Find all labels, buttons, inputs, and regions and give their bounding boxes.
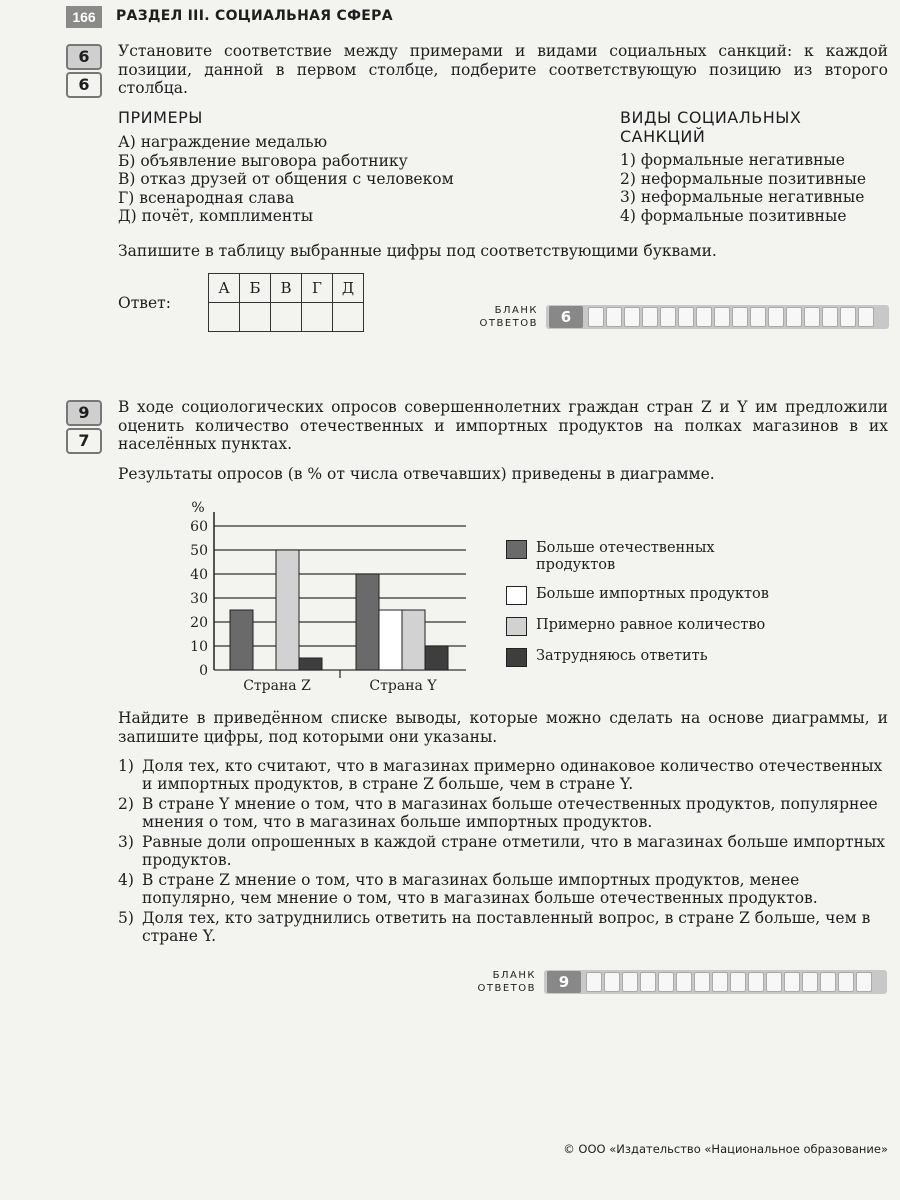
answer-sheet-cell[interactable] bbox=[786, 307, 802, 327]
answer-sheet-cell[interactable] bbox=[660, 307, 676, 327]
sanction-types-heading-line2: САНКЦИЙ bbox=[620, 127, 706, 146]
legend-item-imported bbox=[506, 586, 806, 605]
page-header bbox=[0, 0, 900, 32]
survey-bar-chart bbox=[176, 496, 486, 696]
chart-legend bbox=[506, 540, 806, 679]
conclusion-text: В стране Z мнение о том, что в магазинах больше импортных продуктов, менее популярно, чем мнение о том, что в магазинах больше отечественных продуктов. bbox=[142, 871, 818, 907]
sanction-type-item: 2) неформальные позитивные bbox=[620, 169, 866, 188]
task6-number-badge: 6 bbox=[66, 44, 102, 70]
legend-label: Больше импортных продуктов bbox=[536, 586, 769, 602]
y-axis-label: % bbox=[191, 500, 205, 516]
answer-sheet-label-line1: БЛАНК bbox=[492, 970, 536, 981]
answer-header-a: А bbox=[209, 274, 240, 303]
answer-sheet-cell[interactable] bbox=[732, 307, 748, 327]
answer-sheet-label-line1: БЛАНК bbox=[494, 305, 538, 316]
answer-sheet-cell[interactable] bbox=[838, 972, 854, 992]
answer-sheet-cell[interactable] bbox=[622, 972, 638, 992]
answer-sheet-cell[interactable] bbox=[784, 972, 800, 992]
legend-label: Затрудняюсь ответить bbox=[536, 648, 708, 664]
example-item: В) отказ друзей от общения с человеком bbox=[118, 170, 454, 188]
bar bbox=[230, 610, 253, 670]
y-tick-label: 30 bbox=[190, 591, 208, 607]
answer-sheet-cell[interactable] bbox=[820, 972, 836, 992]
answer-header-g: Г bbox=[302, 274, 333, 303]
answer-sheet-strip-6 bbox=[546, 305, 889, 329]
answer-sheet-cell[interactable] bbox=[730, 972, 746, 992]
answer-sheet-cell[interactable] bbox=[822, 307, 838, 327]
answer-sheet-cell[interactable] bbox=[624, 307, 640, 327]
answer-header-d: Д bbox=[333, 274, 364, 303]
examples-list bbox=[118, 133, 558, 226]
examples-heading: ПРИМЕРЫ bbox=[118, 108, 203, 127]
answer-sheet-cell[interactable] bbox=[658, 972, 674, 992]
conclusion-item bbox=[118, 757, 888, 793]
answer-sheet-label bbox=[472, 969, 536, 995]
conclusion-number: 4) bbox=[118, 871, 134, 889]
conclusion-item bbox=[118, 909, 888, 945]
task9-answer-number-badge: 7 bbox=[66, 428, 102, 454]
bar bbox=[276, 550, 299, 670]
bar bbox=[425, 646, 448, 670]
sanction-types-heading bbox=[620, 108, 801, 146]
answer-sheet-cell[interactable] bbox=[750, 307, 766, 327]
legend-item-undecided bbox=[506, 648, 806, 667]
y-tick-label: 40 bbox=[190, 567, 208, 583]
answer-sheet-cell[interactable] bbox=[804, 307, 820, 327]
example-item: Д) почёт, комплименты bbox=[118, 207, 314, 225]
legend-label: Больше отечественных продуктов bbox=[536, 540, 715, 573]
example-item: А) награждение медалью bbox=[118, 133, 328, 151]
conclusion-number: 2) bbox=[118, 795, 134, 813]
conclusion-item bbox=[118, 795, 888, 831]
answer-sheet-number: 9 bbox=[547, 971, 581, 993]
legend-label: Примерно равное количество bbox=[536, 617, 766, 633]
example-item: Г) всенародная слава bbox=[118, 188, 295, 207]
answer-sheet-cell[interactable] bbox=[604, 972, 620, 992]
answer-sheet-cell[interactable] bbox=[712, 972, 728, 992]
bar bbox=[299, 658, 322, 670]
y-tick-label: 50 bbox=[190, 543, 208, 559]
conclusion-text: Доля тех, кто считают, что в магазинах примерно одинаковое количество отечественных и импортных продуктов, в стране Z больше, чем в стране Y. bbox=[142, 757, 883, 793]
legend-item-equal bbox=[506, 617, 806, 636]
sanction-types-heading-line1: ВИДЫ СОЦИАЛЬНЫХ bbox=[620, 108, 802, 127]
conclusion-number: 3) bbox=[118, 833, 134, 851]
answer-sheet-cell[interactable] bbox=[676, 972, 692, 992]
answer-sheet-cell[interactable] bbox=[840, 307, 856, 327]
legend-swatch bbox=[506, 586, 527, 605]
answer-cell-a[interactable] bbox=[209, 303, 240, 332]
answer-cell-b[interactable] bbox=[240, 303, 271, 332]
sanction-type-item: 3) неформальные негативные bbox=[620, 188, 865, 206]
copyright-footer: © ООО «Издательство «Национальное образование» bbox=[563, 1142, 888, 1156]
x-tick-label: Страна Y bbox=[369, 678, 437, 694]
task6-answer-number-badge: 6 bbox=[66, 72, 102, 98]
conclusion-number: 1) bbox=[118, 757, 134, 775]
bar bbox=[379, 610, 402, 670]
answer-header-v: В bbox=[271, 274, 302, 303]
answer-sheet-label bbox=[474, 304, 538, 330]
sanction-type-item: 1) формальные негативные bbox=[620, 151, 845, 169]
answer-sheet-cell[interactable] bbox=[768, 307, 784, 327]
answer-sheet-cell[interactable] bbox=[694, 972, 710, 992]
example-item: Б) объявление выговора работнику bbox=[118, 151, 408, 170]
y-tick-label: 20 bbox=[190, 615, 208, 631]
answer-sheet-cell[interactable] bbox=[802, 972, 818, 992]
x-tick-label: Страна Z bbox=[243, 678, 311, 694]
answer-sheet-cell[interactable] bbox=[606, 307, 622, 327]
answer-sheet-cell[interactable] bbox=[640, 972, 656, 992]
answer-table bbox=[208, 273, 364, 332]
conclusion-item bbox=[118, 871, 888, 907]
answer-sheet-label-line2: ОТВЕТОВ bbox=[477, 983, 536, 994]
task6-instruction: Запишите в таблицу выбранные цифры под соответствующими буквами. bbox=[118, 242, 717, 260]
task9-results-text: Результаты опросов (в % от числа отвечавших) приведены в диаграмме. bbox=[118, 465, 715, 483]
answer-header-b: Б bbox=[240, 274, 271, 303]
bar bbox=[402, 610, 425, 670]
conclusion-text: В стране Y мнение о том, что в магазинах больше отечественных продуктов, популярнее мнения о том, что в магазинах больше импортных продуктов. bbox=[142, 795, 878, 831]
bar bbox=[356, 574, 379, 670]
y-tick-label: 60 bbox=[190, 519, 208, 535]
answer-label: Ответ: bbox=[118, 294, 171, 312]
page-number: 166 bbox=[66, 6, 102, 28]
sanction-type-item: 4) формальные позитивные bbox=[620, 206, 847, 225]
conclusion-item bbox=[118, 833, 888, 869]
task9-number-badge: 9 bbox=[66, 400, 102, 426]
answer-cell-d[interactable] bbox=[333, 303, 364, 332]
conclusion-text: Равные доли опрошенных в каждой стране отметили, что в магазинах больше импортных продуктов. bbox=[142, 833, 886, 869]
sanction-types-list bbox=[620, 151, 890, 225]
answer-sheet-cell[interactable] bbox=[678, 307, 694, 327]
answer-sheet-cell[interactable] bbox=[642, 307, 658, 327]
answer-sheet-label-line2: ОТВЕТОВ bbox=[479, 318, 538, 329]
task9-instruction: Найдите в приведённом списке выводы, которые можно сделать на основе диаграммы, и запишите цифры, под которыми они указаны. bbox=[118, 709, 888, 746]
answer-cell-v[interactable] bbox=[271, 303, 302, 332]
conclusions-list bbox=[118, 757, 888, 947]
task9-prompt: В ходе социологических опросов совершеннолетних граждан стран Z и Y им предложили оценить количество отечественных и импортных продуктов на полках магазинов в их населённых пунктах. bbox=[118, 398, 888, 453]
legend-swatch bbox=[506, 617, 527, 636]
answer-cell-g[interactable] bbox=[302, 303, 333, 332]
answer-sheet-cell[interactable] bbox=[856, 972, 872, 992]
answer-sheet-cell[interactable] bbox=[586, 972, 602, 992]
answer-sheet-cell[interactable] bbox=[714, 307, 730, 327]
legend-swatch bbox=[506, 540, 527, 559]
task6-prompt: Установите соответствие между примерами и видами социальных санкций: к каждой позиции, данной в первом столбце, подберите соответствующую позицию из второго столбца. bbox=[118, 42, 888, 97]
section-title: РАЗДЕЛ III. СОЦИАЛЬНАЯ СФЕРА bbox=[116, 8, 393, 24]
answer-sheet-cell[interactable] bbox=[766, 972, 782, 992]
conclusion-text: Доля тех, кто затруднились ответить на поставленный вопрос, в стране Z больше, чем в стране Y. bbox=[142, 909, 871, 945]
y-tick-label: 0 bbox=[199, 663, 208, 679]
answer-sheet-cell[interactable] bbox=[748, 972, 764, 992]
y-tick-label: 10 bbox=[190, 639, 208, 655]
answer-sheet-cell[interactable] bbox=[696, 307, 712, 327]
legend-swatch bbox=[506, 648, 527, 667]
answer-sheet-strip-9 bbox=[544, 970, 887, 994]
legend-item-domestic bbox=[506, 540, 806, 574]
conclusion-number: 5) bbox=[118, 909, 134, 927]
chart-bars bbox=[230, 550, 448, 670]
answer-sheet-cell[interactable] bbox=[858, 307, 874, 327]
answer-sheet-cell[interactable] bbox=[588, 307, 604, 327]
answer-sheet-number: 6 bbox=[549, 306, 583, 328]
